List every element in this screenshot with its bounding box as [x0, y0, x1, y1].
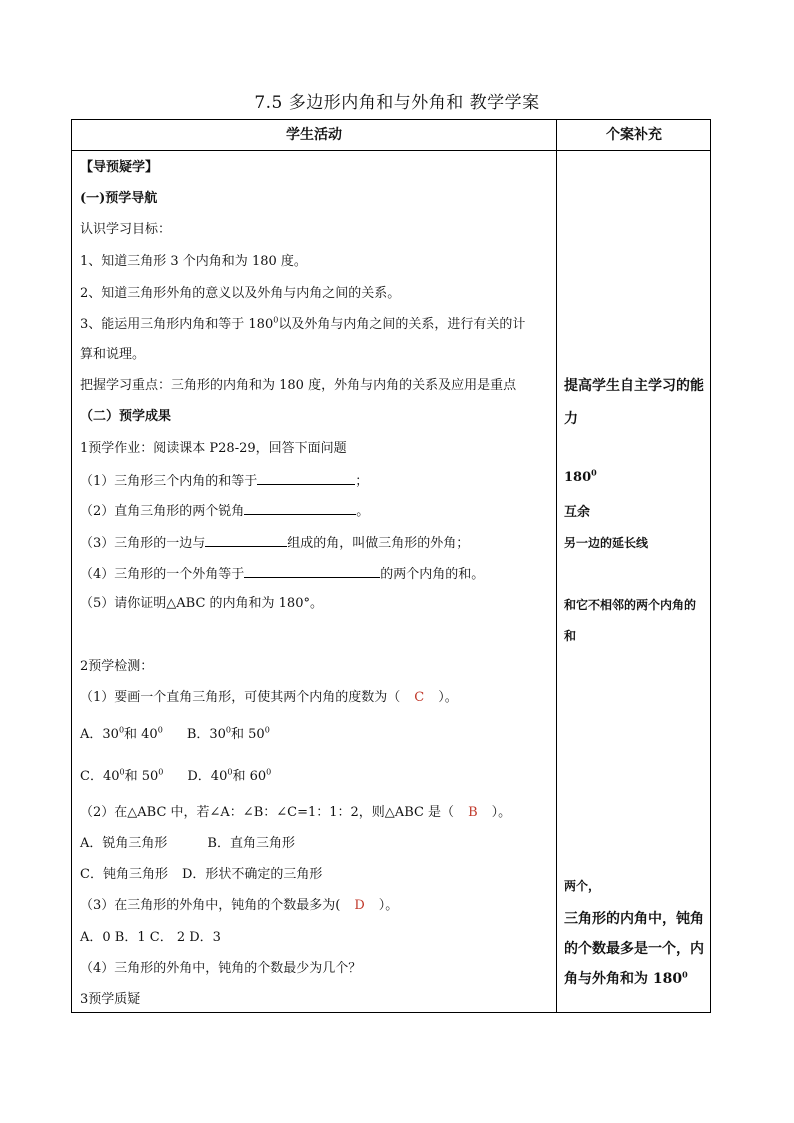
- note-180: $180^0$: [564, 467, 597, 485]
- header-student-activity: 学生活动: [286, 127, 342, 143]
- check-1-options-ab: A．$30^0$和 $40^0$ B．$30^0$和 $50^0$: [80, 725, 270, 742]
- question-1: （1）三角形三个内角的和等于 ；: [80, 471, 368, 491]
- question-5: （5）请你证明△ABC 的内角和为 180°。: [80, 596, 323, 611]
- goal-1: 1、知道三角形 3 个内角和为 180 度。: [80, 254, 307, 269]
- page-title: 7.5 多边形内角和与外角和 教学学案: [254, 93, 540, 113]
- goal-2: 2、知道三角形外角的意义以及外角与内角之间的关系。: [80, 286, 401, 301]
- answer-blank[interactable]: [244, 564, 380, 578]
- note-self-study-cont: 力: [564, 411, 578, 427]
- check-2-options-ab: A．锐角三角形 B．直角三角形: [80, 836, 295, 851]
- note-obtuse-cont: 的个数最多是一个，内: [564, 941, 704, 957]
- note-two: 两个，: [564, 879, 601, 893]
- note-nonadjacent: 和它不相邻的两个内角的: [564, 598, 697, 612]
- column-divider: [556, 120, 557, 1012]
- question-2: （2）直角三角形的两个锐角 。: [80, 501, 369, 521]
- question-3: （3）三角形的一边与 组成的角，叫做三角形的外角；: [80, 533, 469, 553]
- header-case-notes: 个案补充: [606, 127, 662, 143]
- homework-intro: 1预学作业：阅读课本 P28-29，回答下面问题: [80, 441, 347, 456]
- question-4: （4）三角形的一个外角等于 的两个内角的和。: [80, 564, 484, 584]
- check-question-4: （4）三角形的外角中，钝角的个数最少为几个？: [80, 961, 362, 976]
- goal-3: 3、能运用三角形内角和等于 $180^0$以及外角与内角之间的关系，进行有关的计: [80, 315, 526, 332]
- note-complementary: 互余: [564, 505, 591, 520]
- section-heading: 【导预疑学】: [80, 160, 159, 175]
- learning-focus: 把握学习重点：三角形的内角和为 180 度，外角与内角的关系及应用是重点: [80, 378, 517, 393]
- goal-3-cont: 算和说理。: [80, 347, 146, 362]
- subsection-heading: (一)预学导航: [80, 191, 158, 206]
- answer-blank[interactable]: [244, 501, 356, 515]
- check-2-options-cd: C．钝角三角形 D．形状不确定的三角形: [80, 867, 323, 882]
- check-question-3: （3）在三角形的外角中，钝角的个数最多为( D ）。: [80, 898, 399, 913]
- header-divider: [72, 150, 710, 151]
- answer-c3: D: [354, 898, 365, 913]
- answer-c1: C: [414, 690, 425, 705]
- note-self-study: 提高学生自主学习的能: [564, 378, 704, 394]
- lesson-table: [71, 119, 711, 1013]
- pre-check-heading: 2预学检测：: [80, 659, 154, 674]
- goals-intro: 认识学习目标：: [80, 222, 172, 237]
- pre-study-questions: 3预学质疑: [80, 992, 141, 1007]
- check-question-1: （1）要画一个直角三角形，可使其两个内角的度数为（ C ）。: [80, 690, 458, 705]
- answer-blank[interactable]: [205, 533, 287, 547]
- answer-c2: B: [468, 805, 478, 820]
- check-1-options-cd: C．$40^0$和 $50^0$ D．$40^0$和 $60^0$: [80, 767, 272, 784]
- subsection-heading-2: （二）预学成果: [80, 409, 172, 424]
- check-question-2: （2）在△ABC 中，若∠A：∠B：∠C=1：1：2，则△ABC 是（ B ）。: [80, 805, 512, 820]
- note-angle-sum: 角与外角和为 $180^0$: [564, 969, 688, 987]
- check-3-options: A．0 B．1 C． 2 D．3: [80, 930, 221, 945]
- answer-blank[interactable]: [257, 471, 355, 485]
- note-obtuse: 三角形的内角中，钝角: [564, 911, 704, 927]
- note-nonadjacent-cont: 和: [564, 629, 577, 643]
- note-extension-line: 另一边的延长线: [564, 536, 649, 550]
